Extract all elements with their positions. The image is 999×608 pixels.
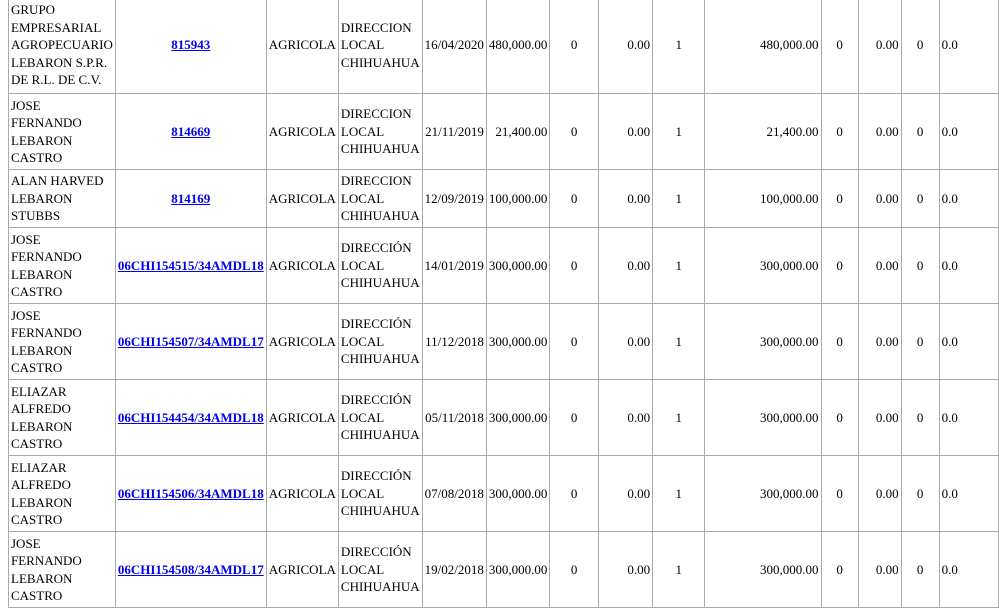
amount-cell: 300,000.00 — [486, 228, 550, 304]
permits-table — [8, 0, 999, 608]
holder-name-cell: ELIAZAR ALFREDO LEBARON CASTRO — [9, 380, 116, 456]
value-cell: 0.00 — [858, 532, 901, 608]
count-cell: 0 — [550, 170, 599, 228]
holder-name-cell: ALAN HARVED LEBARON STUBBS — [9, 170, 116, 228]
value-cell: 300,000.00 — [705, 380, 821, 456]
sector-cell: AGRICOLA — [266, 380, 338, 456]
value-cell: 0.0 — [939, 0, 998, 94]
count-cell: 1 — [653, 304, 705, 380]
value-cell: 0.0 — [939, 532, 998, 608]
amount-cell: 480,000.00 — [486, 0, 550, 94]
count-cell: 0 — [901, 228, 939, 304]
count-cell: 1 — [653, 170, 705, 228]
count-cell: 1 — [653, 94, 705, 170]
count-cell: 0 — [901, 456, 939, 532]
table-row — [9, 170, 999, 228]
office-cell: DIRECCION LOCAL CHIHUAHUA — [338, 0, 422, 94]
permit-cell — [115, 380, 266, 456]
count-cell: 0 — [821, 0, 858, 94]
value-cell: 0.00 — [858, 380, 901, 456]
permit-link[interactable]: 815943 — [171, 37, 211, 53]
date-cell: 07/08/2018 — [422, 456, 486, 532]
sector-cell: AGRICOLA — [266, 94, 338, 170]
date-cell: 12/09/2019 — [422, 170, 486, 228]
date-cell: 21/11/2019 — [422, 94, 486, 170]
count-cell: 0 — [901, 94, 939, 170]
value-cell: 0.0 — [939, 228, 998, 304]
date-cell: 14/01/2019 — [422, 228, 486, 304]
value-cell: 300,000.00 — [705, 456, 821, 532]
sector-cell: AGRICOLA — [266, 532, 338, 608]
count-cell: 0 — [821, 228, 858, 304]
permit-cell — [115, 94, 266, 170]
permit-cell — [115, 170, 266, 228]
date-cell: 05/11/2018 — [422, 380, 486, 456]
value-cell: 0.0 — [939, 380, 998, 456]
value-cell: 0.00 — [599, 532, 653, 608]
table-row — [9, 228, 999, 304]
value-cell: 0.00 — [599, 94, 653, 170]
sector-cell: AGRICOLA — [266, 456, 338, 532]
holder-name-cell: ELIAZAR ALFREDO LEBARON CASTRO — [9, 456, 116, 532]
office-cell: DIRECCIÓN LOCAL CHIHUAHUA — [338, 380, 422, 456]
date-cell: 19/02/2018 — [422, 532, 486, 608]
amount-cell: 300,000.00 — [486, 532, 550, 608]
sector-cell: AGRICOLA — [266, 170, 338, 228]
count-cell: 0 — [821, 170, 858, 228]
permit-link[interactable]: 814669 — [171, 123, 211, 139]
value-cell: 0.0 — [939, 304, 998, 380]
sector-cell: AGRICOLA — [266, 0, 338, 94]
permit-link[interactable]: 06CHI154454/34AMDL18 — [117, 409, 264, 425]
count-cell: 0 — [550, 304, 599, 380]
count-cell: 0 — [901, 304, 939, 380]
office-cell: DIRECCIÓN LOCAL CHIHUAHUA — [338, 228, 422, 304]
value-cell: 300,000.00 — [705, 532, 821, 608]
table-row — [9, 94, 999, 170]
permit-cell — [115, 532, 266, 608]
permit-cell — [115, 456, 266, 532]
permit-cell — [115, 0, 266, 94]
value-cell: 300,000.00 — [705, 228, 821, 304]
count-cell: 0 — [901, 380, 939, 456]
office-cell: DIRECCION LOCAL CHIHUAHUA — [338, 94, 422, 170]
value-cell: 21,400.00 — [705, 94, 821, 170]
count-cell: 0 — [550, 228, 599, 304]
count-cell: 1 — [653, 228, 705, 304]
permit-link[interactable]: 814169 — [171, 190, 211, 206]
count-cell: 0 — [901, 170, 939, 228]
value-cell: 480,000.00 — [705, 0, 821, 94]
value-cell: 0.00 — [599, 380, 653, 456]
permit-cell — [115, 304, 266, 380]
table-row — [9, 456, 999, 532]
holder-name-cell: JOSE FERNANDO LEBARON CASTRO — [9, 532, 116, 608]
value-cell: 0.00 — [599, 228, 653, 304]
count-cell: 0 — [821, 304, 858, 380]
count-cell: 0 — [901, 532, 939, 608]
value-cell: 0.0 — [939, 456, 998, 532]
date-cell: 11/12/2018 — [422, 304, 486, 380]
count-cell: 0 — [550, 94, 599, 170]
permit-link[interactable]: 06CHI154506/34AMDL18 — [117, 485, 264, 501]
count-cell: 1 — [653, 380, 705, 456]
permits-table-body — [9, 0, 999, 608]
value-cell: 300,000.00 — [705, 304, 821, 380]
holder-name-cell: JOSE FERNANDO LEBARON CASTRO — [9, 304, 116, 380]
sector-cell: AGRICOLA — [266, 304, 338, 380]
amount-cell: 100,000.00 — [486, 170, 550, 228]
count-cell: 0 — [821, 94, 858, 170]
permit-link[interactable]: 06CHI154507/34AMDL17 — [117, 333, 264, 349]
value-cell: 0.00 — [858, 456, 901, 532]
value-cell: 0.00 — [599, 304, 653, 380]
table-row — [9, 380, 999, 456]
permit-link[interactable]: 06CHI154508/34AMDL17 — [117, 561, 264, 577]
count-cell: 1 — [653, 0, 705, 94]
count-cell: 1 — [653, 456, 705, 532]
value-cell: 0.00 — [858, 94, 901, 170]
count-cell: 0 — [550, 532, 599, 608]
value-cell: 0.00 — [599, 0, 653, 94]
count-cell: 1 — [653, 532, 705, 608]
count-cell: 0 — [821, 380, 858, 456]
office-cell: DIRECCIÓN LOCAL CHIHUAHUA — [338, 532, 422, 608]
permit-link[interactable]: 06CHI154515/34AMDL18 — [117, 257, 264, 273]
value-cell: 0.0 — [939, 170, 998, 228]
amount-cell: 21,400.00 — [486, 94, 550, 170]
value-cell: 0.00 — [858, 0, 901, 94]
count-cell: 0 — [550, 380, 599, 456]
count-cell: 0 — [821, 532, 858, 608]
value-cell: 0.00 — [599, 456, 653, 532]
value-cell: 0.00 — [858, 304, 901, 380]
holder-name-cell: GRUPO EMPRESARIAL AGROPECUARIO LEBARON S.P.R. DE R.L. DE C.V. — [9, 0, 116, 94]
table-row — [9, 532, 999, 608]
holder-name-cell: JOSE FERNANDO LEBARON CASTRO — [9, 94, 116, 170]
date-cell: 16/04/2020 — [422, 0, 486, 94]
value-cell: 100,000.00 — [705, 170, 821, 228]
office-cell: DIRECCION LOCAL CHIHUAHUA — [338, 170, 422, 228]
sector-cell: AGRICOLA — [266, 228, 338, 304]
office-cell: DIRECCIÓN LOCAL CHIHUAHUA — [338, 304, 422, 380]
amount-cell: 300,000.00 — [486, 304, 550, 380]
permit-cell — [115, 228, 266, 304]
value-cell: 0.00 — [599, 170, 653, 228]
amount-cell: 300,000.00 — [486, 380, 550, 456]
table-row — [9, 0, 999, 94]
holder-name-cell: JOSE FERNANDO LEBARON CASTRO — [9, 228, 116, 304]
count-cell: 0 — [821, 456, 858, 532]
value-cell: 0.0 — [939, 94, 998, 170]
value-cell: 0.00 — [858, 170, 901, 228]
amount-cell: 300,000.00 — [486, 456, 550, 532]
count-cell: 0 — [550, 0, 599, 94]
table-row — [9, 304, 999, 380]
office-cell: DIRECCIÓN LOCAL CHIHUAHUA — [338, 456, 422, 532]
value-cell: 0.00 — [858, 228, 901, 304]
count-cell: 0 — [901, 0, 939, 94]
count-cell: 0 — [550, 456, 599, 532]
